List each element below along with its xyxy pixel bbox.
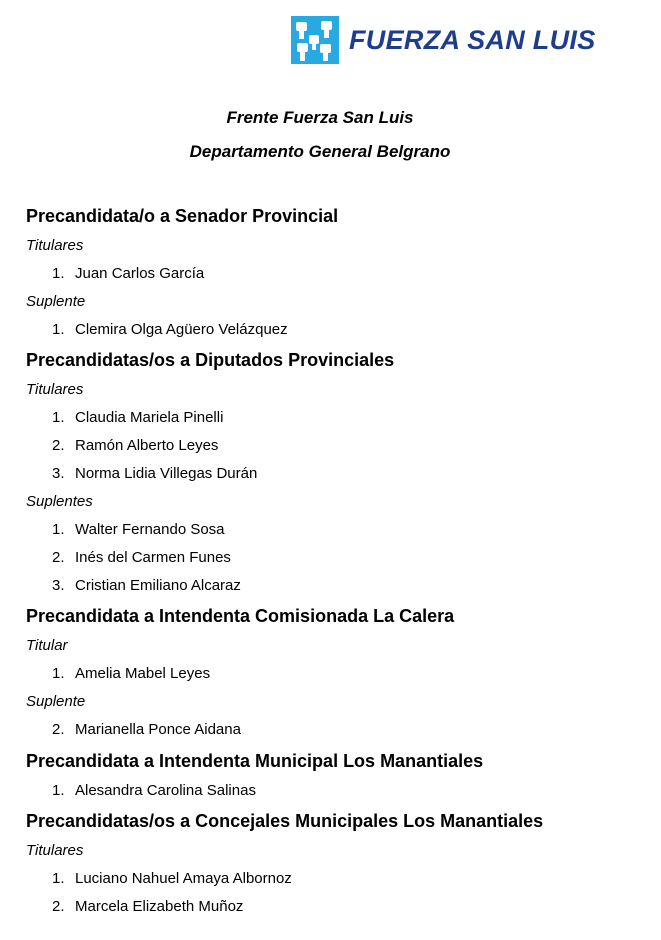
- list-item: [52, 577, 241, 595]
- document-title: Frente Fuerza San Luis: [226, 108, 414, 127]
- item-number: 1.: [52, 409, 65, 426]
- list-item: [52, 409, 223, 427]
- candidate-name: Ramón Alberto Leyes: [75, 437, 219, 454]
- item-number: 2.: [52, 898, 65, 915]
- item-number: 1.: [52, 870, 65, 887]
- list-item: [52, 870, 292, 888]
- candidate-name: Luciano Nahuel Amaya Albornoz: [75, 870, 292, 887]
- item-number: 1.: [52, 321, 65, 338]
- item-number: 1.: [52, 665, 65, 682]
- candidate-name: Norma Lidia Villegas Durán: [75, 465, 258, 482]
- group-label: Titulares: [26, 381, 84, 398]
- candidate-name: Marcela Elizabeth Muñoz: [75, 898, 244, 915]
- section-title-la-calera: Precandidata a Intendenta Comisionada La Calera: [26, 606, 455, 626]
- candidate-name: Marianella Ponce Aidana: [75, 721, 241, 738]
- raised-fists-icon: [291, 16, 339, 64]
- list-item: [52, 782, 256, 800]
- list-item: [52, 465, 257, 483]
- group-label: Suplente: [26, 693, 86, 710]
- item-number: 1.: [52, 265, 65, 282]
- item-number: 3.: [52, 577, 65, 594]
- item-number: 2.: [52, 549, 65, 566]
- item-number: 2.: [52, 721, 65, 738]
- item-number: 3.: [52, 465, 65, 482]
- list-item: [52, 521, 225, 539]
- candidate-name: Inés del Carmen Funes: [75, 549, 231, 566]
- candidate-name: Juan Carlos García: [75, 265, 205, 282]
- group-label: Suplentes: [26, 493, 93, 510]
- group-label: Titulares: [26, 842, 84, 859]
- section-title-intendenta-manantiales: Precandidata a Intendenta Municipal Los Manantiales: [26, 751, 484, 771]
- candidate-name: Amelia Mabel Leyes: [75, 665, 211, 682]
- list-item: [52, 898, 243, 916]
- list-item: [52, 549, 231, 567]
- candidate-name: Cristian Emiliano Alcaraz: [75, 577, 241, 594]
- brand-logo: [291, 16, 596, 64]
- list-item: [52, 721, 241, 739]
- candidate-name: Claudia Mariela Pinelli: [75, 409, 224, 426]
- section-title-concejales-manantiales: Precandidatas/os a Concejales Municipales Los Manantiales: [26, 811, 544, 831]
- group-label: Titulares: [26, 237, 84, 254]
- document-subtitle: Departamento General Belgrano: [189, 142, 451, 161]
- group-label: Titular: [26, 637, 68, 654]
- list-item: [52, 665, 210, 683]
- candidate-name: Walter Fernando Sosa: [75, 521, 225, 538]
- list-item: [52, 265, 204, 283]
- item-number: 2.: [52, 437, 65, 454]
- candidate-name: Clemira Olga Agüero Velázquez: [75, 321, 288, 338]
- group-label: Suplente: [26, 293, 86, 310]
- candidate-name: Alesandra Carolina Salinas: [75, 782, 256, 799]
- section-title-senador: Precandidata/o a Senador Provincial: [26, 206, 339, 226]
- section-title-diputados: Precandidatas/os a Diputados Provinciales: [26, 350, 395, 370]
- list-item: [52, 321, 288, 339]
- brand-name: FUERZA SAN LUIS: [349, 24, 596, 55]
- item-number: 1.: [52, 521, 65, 538]
- item-number: 1.: [52, 782, 65, 799]
- list-item: [52, 437, 218, 455]
